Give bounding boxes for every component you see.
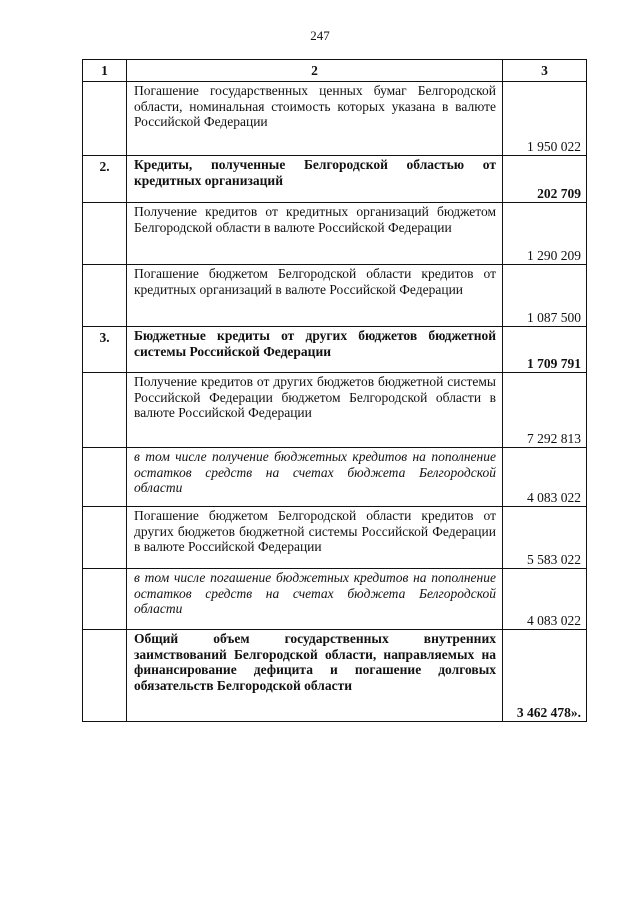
column-header-2: 2 <box>127 60 503 82</box>
column-header-1: 1 <box>83 60 127 82</box>
row-number <box>83 630 127 722</box>
table-row <box>83 327 587 373</box>
row-description: Кредиты, полученные Белгородской областью от кредитных организаций <box>127 156 503 203</box>
row-number: 2. <box>83 156 127 203</box>
table-row <box>83 82 587 156</box>
column-header-3: 3 <box>503 60 587 82</box>
row-amount: 1 290 209 <box>503 203 587 265</box>
row-number <box>83 569 127 630</box>
row-number <box>83 265 127 327</box>
table-row <box>83 373 587 448</box>
table-header-row <box>83 60 587 82</box>
row-amount: 1 950 022 <box>503 82 587 156</box>
row-number <box>83 448 127 507</box>
row-amount: 1 709 791 <box>503 327 587 373</box>
row-amount: 202 709 <box>503 156 587 203</box>
borrowing-table <box>82 59 587 722</box>
row-number: 3. <box>83 327 127 373</box>
row-amount: 4 083 022 <box>503 569 587 630</box>
row-number <box>83 82 127 156</box>
table-row <box>83 630 587 722</box>
row-description: Общий объем государственных внутренних заимствований Белгородской области, направляемых на финансирование дефицита и погашение долговых обязательств Белгородской области <box>127 630 503 722</box>
row-amount: 5 583 022 <box>503 507 587 569</box>
row-description: Погашение государственных ценных бумаг Белгородской области, номинальная стоимость которых указана в валюте Российской Федерации <box>127 82 503 156</box>
page-number: 247 <box>310 28 330 43</box>
table-row <box>83 203 587 265</box>
row-description: Получение кредитов от других бюджетов бюджетной системы Российской Федерации бюджетом Белгородской области в валюте Российской Федерации <box>127 373 503 448</box>
row-description: в том числе погашение бюджетных кредитов на пополнение остатков средств на счетах бюджета Белгородской области <box>127 569 503 630</box>
row-description: Бюджетные кредиты от других бюджетов бюджетной системы Российской Федерации <box>127 327 503 373</box>
table-row <box>83 265 587 327</box>
row-amount: 3 462 478». <box>503 630 587 722</box>
table-row <box>83 448 587 507</box>
table-row <box>83 156 587 203</box>
row-amount: 1 087 500 <box>503 265 587 327</box>
row-number <box>83 507 127 569</box>
table-row <box>83 507 587 569</box>
row-description: Погашение бюджетом Белгородской области кредитов от кредитных организаций в валюте Российской Федерации <box>127 265 503 327</box>
row-number <box>83 373 127 448</box>
row-description: Погашение бюджетом Белгородской области кредитов от других бюджетов бюджетной системы Российской Федерации в валюте Российской Федерации <box>127 507 503 569</box>
row-description: Получение кредитов от кредитных организаций бюджетом Белгородской области в валюте Российской Федерации <box>127 203 503 265</box>
row-description: в том числе получение бюджетных кредитов на пополнение остатков средств на счетах бюджета Белгородской области <box>127 448 503 507</box>
row-amount: 7 292 813 <box>503 373 587 448</box>
row-number <box>83 203 127 265</box>
row-amount: 4 083 022 <box>503 448 587 507</box>
table-row <box>83 569 587 630</box>
